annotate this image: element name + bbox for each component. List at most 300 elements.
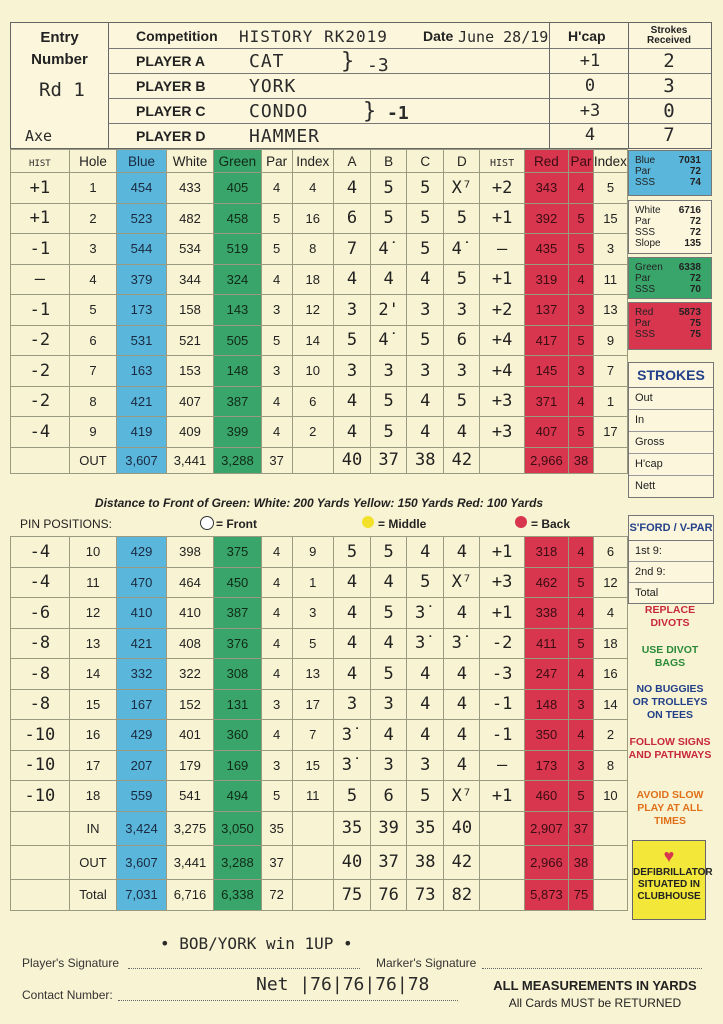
hole-row (11, 781, 628, 812)
total-row (11, 845, 628, 879)
result-note: • BOB/YORK win 1UP • (160, 934, 353, 953)
red-index: 5 (593, 173, 627, 204)
tee-summary-box (628, 200, 712, 254)
tee-stat-value: 135 (684, 238, 701, 249)
green-yards: 387 (214, 386, 261, 417)
par: 4 (261, 386, 292, 417)
score-b: 4 (371, 720, 407, 751)
hole-row (11, 659, 628, 690)
score-c: 3 (407, 356, 444, 387)
total-a: 40 (333, 447, 370, 473)
red-par: 4 (569, 598, 594, 629)
white-total: 3,275 (166, 811, 213, 845)
total-a: 75 (333, 879, 370, 910)
red-yards: 371 (524, 386, 568, 417)
red-yards: 338 (524, 598, 568, 629)
red-index: 9 (593, 325, 627, 356)
strokes-hcap: H'cap (629, 454, 713, 476)
blank-cell (593, 447, 627, 473)
tee-stat-label: Par (635, 216, 651, 227)
pin-back-label: = Back (531, 517, 571, 531)
sford-first-nine: 1st 9: (629, 541, 713, 562)
date-value: June 28/19 (458, 28, 549, 46)
score-a: 7 (333, 234, 370, 265)
red-yards: 137 (524, 295, 568, 326)
tee-summary-box (628, 257, 712, 299)
score-c: 5 (407, 203, 444, 234)
blue-yards: 410 (117, 598, 167, 629)
hist-adjustment: +1 (480, 537, 524, 568)
score-c: 3 (407, 750, 444, 781)
score-a: 4 (333, 417, 370, 448)
stroke-index: 13 (292, 659, 333, 690)
score-b: 3 (371, 750, 407, 781)
contact-number-label: Contact Number: (22, 988, 113, 1002)
pin-middle-dot (362, 516, 374, 528)
net-note: Net |76|76|76|78 (256, 974, 430, 995)
tee-stat-label: SSS (635, 177, 656, 188)
white-yards: 433 (166, 173, 213, 204)
hole-row (11, 750, 628, 781)
hist-adjustment: +3 (480, 386, 524, 417)
note-slow-play: AVOID SLOW PLAY AT ALL TIMES (636, 789, 704, 827)
white-yards: 153 (166, 356, 213, 387)
blank-cell (11, 447, 70, 473)
player-b-strokes: 3 (663, 75, 675, 97)
hist-adjustment: +4 (480, 325, 524, 356)
score-b: 5 (371, 173, 407, 204)
strokes-in: In (629, 410, 713, 432)
white-yards: 398 (166, 537, 213, 568)
blue-yards: 470 (117, 567, 167, 598)
green-yards: 387 (214, 598, 261, 629)
cumulative-score: -2 (11, 356, 70, 387)
tee-stat-value: 72 (689, 166, 701, 177)
hist-adjustment: +2 (480, 295, 524, 326)
par: 4 (261, 659, 292, 690)
player-c-label: PLAYER C (136, 103, 206, 119)
strokes-title: STROKES (629, 363, 713, 388)
heart-icon: ♥ (663, 846, 675, 866)
green-total: 6,338 (214, 879, 261, 910)
red-index: 7 (593, 356, 627, 387)
score-c: 4 (407, 417, 444, 448)
score-a: 4 (333, 264, 370, 295)
white-yards: 322 (166, 659, 213, 690)
sford-title: S'FORD / V-PAR (629, 516, 713, 541)
red-yards: 350 (524, 720, 568, 751)
green-yards: 376 (214, 628, 261, 659)
stableford-panel (628, 515, 714, 604)
red-par: 4 (569, 386, 594, 417)
score-c: 5 (407, 325, 444, 356)
score-c: 5 (407, 781, 444, 812)
red-yards: 343 (524, 173, 568, 204)
blue-total: 3,607 (117, 845, 167, 879)
red-par: 4 (569, 720, 594, 751)
red-index: 14 (593, 689, 627, 720)
front-nine-table (10, 149, 628, 474)
score-a: 4 (333, 659, 370, 690)
tee-summary-row (629, 284, 711, 295)
strokes-out: Out (629, 388, 713, 410)
cumulative-score: -8 (11, 628, 70, 659)
score-d: 5 (444, 264, 480, 295)
red-par: 4 (569, 173, 594, 204)
tee-stat-label: White (635, 205, 661, 216)
col-red: Red (524, 150, 568, 173)
player-d-hcap: 4 (584, 125, 596, 145)
white-yards: 179 (166, 750, 213, 781)
score-a: 6 (333, 203, 370, 234)
total-label: Total (69, 879, 116, 910)
red-index: 11 (593, 264, 627, 295)
score-a: 5 (333, 325, 370, 356)
red-yards: 145 (524, 356, 568, 387)
par: 4 (261, 628, 292, 659)
player-signature-label: Player's Signature (22, 956, 120, 970)
red-par: 4 (569, 659, 594, 690)
col-blue: Blue (117, 150, 167, 173)
green-yards: 375 (214, 537, 261, 568)
white-yards: 521 (166, 325, 213, 356)
strokes-panel (628, 362, 714, 498)
col-c: C (407, 150, 444, 173)
score-b: 4 (371, 628, 407, 659)
score-b: 2' (371, 295, 407, 326)
blue-total: 7,031 (117, 879, 167, 910)
red-index: 4 (593, 598, 627, 629)
cumulative-score: +1 (11, 203, 70, 234)
hole-number: 5 (69, 295, 116, 326)
tee-stat-label: Green (635, 262, 663, 273)
score-d: 4˙ (444, 234, 480, 265)
hole-number: 13 (69, 628, 116, 659)
col-white: White (166, 150, 213, 173)
par: 4 (261, 720, 292, 751)
strokes-received-label: Strokes Received (647, 25, 691, 46)
hist-adjustment: +4 (480, 356, 524, 387)
hole-row (11, 417, 628, 448)
total-b: 76 (371, 879, 407, 910)
score-c: 3˙ (407, 598, 444, 629)
white-yards: 344 (166, 264, 213, 295)
hist-adjustment: +3 (480, 567, 524, 598)
hole-number: 9 (69, 417, 116, 448)
blue-yards: 429 (117, 720, 167, 751)
back-nine-body (11, 537, 628, 911)
score-a: 3 (333, 356, 370, 387)
blank-cell (292, 879, 333, 910)
tee-stat-value: 70 (689, 284, 701, 295)
score-d: 4 (444, 659, 480, 690)
score-d: 4 (444, 720, 480, 751)
red-yards: 435 (524, 234, 568, 265)
red-yards: 173 (524, 750, 568, 781)
note-replace-divots: REPLACE DIVOTS (644, 604, 696, 629)
hole-number: 15 (69, 689, 116, 720)
score-d: X⁷ (444, 567, 480, 598)
score-c: 4 (407, 659, 444, 690)
hole-row (11, 325, 628, 356)
defib-text: DEFIBRILLATOR SITUATED IN CLUBHOUSE (633, 867, 713, 902)
hole-number: 17 (69, 750, 116, 781)
stroke-index: 11 (292, 781, 333, 812)
tee-stat-value: 72 (689, 216, 701, 227)
tee-stat-value: 75 (689, 318, 701, 329)
red-yards: 407 (524, 417, 568, 448)
total-label: OUT (69, 447, 116, 473)
green-yards: 458 (214, 203, 261, 234)
sford-second-nine: 2nd 9: (629, 562, 713, 583)
col-par: Par (261, 150, 292, 173)
competition-value: HISTORY RK2019 (239, 27, 388, 46)
par: 3 (261, 356, 292, 387)
green-total: 3,288 (214, 845, 261, 879)
player-a-label: PLAYER A (136, 53, 205, 69)
cumulative-score: -1 (11, 234, 70, 265)
tee-stat-label: SSS (635, 329, 656, 340)
score-c: 4 (407, 386, 444, 417)
green-yards: 308 (214, 659, 261, 690)
score-b: 5 (371, 203, 407, 234)
hole-row (11, 295, 628, 326)
stroke-index: 5 (292, 628, 333, 659)
green-yards: 169 (214, 750, 261, 781)
red-total: 2,966 (524, 845, 568, 879)
score-a: 3 (333, 295, 370, 326)
red-par-total: 75 (569, 879, 594, 910)
score-c: 3˙ (407, 628, 444, 659)
blue-yards: 523 (117, 203, 167, 234)
score-a: 3˙ (333, 720, 370, 751)
tee-summary-box (628, 302, 712, 350)
score-c: 4 (407, 689, 444, 720)
pin-back-dot (515, 516, 527, 528)
tee-stat-value: 74 (689, 177, 701, 188)
total-c: 73 (407, 879, 444, 910)
score-b: 4 (371, 264, 407, 295)
hist-adjustment: +2 (480, 173, 524, 204)
blank-cell (11, 811, 70, 845)
green-yards: 519 (214, 234, 261, 265)
hole-row (11, 356, 628, 387)
tee-stat-value: 5873 (678, 307, 701, 318)
red-yards: 417 (524, 325, 568, 356)
team-a-note: -3 (367, 55, 389, 76)
tee-summary-row (629, 166, 711, 177)
tee-stat-value: 6716 (678, 205, 701, 216)
red-par: 4 (569, 264, 594, 295)
red-yards: 462 (524, 567, 568, 598)
distance-note: Distance to Front of Green: White: 200 Yards Yellow: 150 Yards Red: 100 Yards (94, 496, 544, 510)
blue-yards: 421 (117, 386, 167, 417)
hist-adjustment: +1 (480, 781, 524, 812)
hist-adjustment: — (480, 234, 524, 265)
stroke-index: 2 (292, 417, 333, 448)
axe-note: Axe (25, 127, 53, 145)
par: 4 (261, 567, 292, 598)
stroke-index: 8 (292, 234, 333, 265)
hole-number: 7 (69, 356, 116, 387)
white-yards: 464 (166, 567, 213, 598)
score-d: 6 (444, 325, 480, 356)
red-yards: 148 (524, 689, 568, 720)
green-yards: 131 (214, 689, 261, 720)
tee-summary-row (629, 318, 711, 329)
score-a: 3˙ (333, 750, 370, 781)
stroke-index: 7 (292, 720, 333, 751)
total-d: 82 (444, 879, 480, 910)
blank-cell (11, 845, 70, 879)
blue-yards: 379 (117, 264, 167, 295)
cumulative-score: -2 (11, 325, 70, 356)
hole-row (11, 628, 628, 659)
col-red-par: Par (569, 150, 594, 173)
red-yards: 460 (524, 781, 568, 812)
score-a: 4 (333, 628, 370, 659)
red-yards: 247 (524, 659, 568, 690)
cumulative-score: -2 (11, 386, 70, 417)
tee-stat-label: Par (635, 273, 651, 284)
par: 4 (261, 264, 292, 295)
player-d-name: HAMMER (249, 126, 321, 147)
red-index: 6 (593, 537, 627, 568)
competition-label: Competition (136, 28, 218, 44)
cumulative-score: -1 (11, 295, 70, 326)
score-b: 3 (371, 689, 407, 720)
total-row (11, 879, 628, 910)
hole-row (11, 689, 628, 720)
tee-summary-row (629, 155, 711, 166)
hist-adjustment: -3 (480, 659, 524, 690)
player-c-strokes: 0 (663, 100, 675, 122)
score-b: 5 (371, 386, 407, 417)
cumulative-score: -8 (11, 689, 70, 720)
tee-summary-row (629, 216, 711, 227)
blue-yards: 421 (117, 628, 167, 659)
team-brace-a: } (341, 49, 355, 74)
score-b: 3 (371, 356, 407, 387)
blank-cell (292, 447, 333, 473)
hist-adjustment: — (480, 750, 524, 781)
score-b: 5 (371, 417, 407, 448)
red-par-total: 38 (569, 845, 594, 879)
score-c: 4 (407, 264, 444, 295)
total-d: 42 (444, 845, 480, 879)
red-index: 18 (593, 628, 627, 659)
blank-cell (480, 447, 524, 473)
hole-row (11, 203, 628, 234)
tee-stat-value: 7031 (678, 155, 701, 166)
hole-number: 1 (69, 173, 116, 204)
red-par: 5 (569, 203, 594, 234)
red-index: 16 (593, 659, 627, 690)
pin-label: PIN POSITIONS: (20, 517, 113, 531)
red-par: 4 (569, 537, 594, 568)
red-index: 13 (593, 295, 627, 326)
cumulative-score: — (11, 264, 70, 295)
score-d: 4 (444, 598, 480, 629)
score-d: 3˙ (444, 628, 480, 659)
par: 3 (261, 295, 292, 326)
score-a: 4 (333, 598, 370, 629)
hole-row (11, 264, 628, 295)
stroke-index: 17 (292, 689, 333, 720)
hist-adjustment: +3 (480, 417, 524, 448)
number-label: Number (31, 51, 88, 68)
white-yards: 408 (166, 628, 213, 659)
back-nine-table (10, 536, 628, 911)
par: 5 (261, 781, 292, 812)
blue-total: 3,424 (117, 811, 167, 845)
player-a-strokes: 2 (663, 50, 675, 72)
red-index: 2 (593, 720, 627, 751)
par: 3 (261, 750, 292, 781)
pin-front-dot (200, 516, 214, 530)
red-index: 3 (593, 234, 627, 265)
blank-cell (292, 845, 333, 879)
white-yards: 410 (166, 598, 213, 629)
cumulative-score: -4 (11, 417, 70, 448)
cumulative-score: -10 (11, 750, 70, 781)
hole-number: 6 (69, 325, 116, 356)
red-par: 3 (569, 356, 594, 387)
measurements-note: ALL MEASUREMENTS IN YARDS (493, 978, 697, 993)
cumulative-score: -10 (11, 720, 70, 751)
stroke-index: 3 (292, 598, 333, 629)
total-b: 37 (371, 447, 407, 473)
blue-yards: 531 (117, 325, 167, 356)
player-b-hcap: 0 (584, 76, 596, 96)
hole-row (11, 598, 628, 629)
stroke-index: 1 (292, 567, 333, 598)
stroke-index: 14 (292, 325, 333, 356)
green-yards: 405 (214, 173, 261, 204)
white-total: 6,716 (166, 879, 213, 910)
blue-yards: 173 (117, 295, 167, 326)
score-b: 5 (371, 659, 407, 690)
player-c-hcap: +3 (579, 101, 601, 121)
tee-summary-row (629, 329, 711, 340)
par: 4 (261, 537, 292, 568)
score-d: 3 (444, 295, 480, 326)
hist-adjustment: -2 (480, 628, 524, 659)
total-label: OUT (69, 845, 116, 879)
score-a: 4 (333, 567, 370, 598)
red-par: 3 (569, 295, 594, 326)
green-yards: 505 (214, 325, 261, 356)
score-a: 4 (333, 386, 370, 417)
score-d: 4 (444, 689, 480, 720)
hole-row (11, 386, 628, 417)
score-b: 4˙ (371, 234, 407, 265)
stroke-index: 16 (292, 203, 333, 234)
hole-number: 4 (69, 264, 116, 295)
white-yards: 409 (166, 417, 213, 448)
score-a: 5 (333, 537, 370, 568)
stroke-index: 9 (292, 537, 333, 568)
player-d-label: PLAYER D (136, 128, 206, 144)
col-index: Index (292, 150, 333, 173)
blue-yards: 332 (117, 659, 167, 690)
total-c: 38 (407, 845, 444, 879)
sford-total: Total (635, 587, 659, 599)
score-d: 3 (444, 356, 480, 387)
col-red-index: Index (593, 150, 627, 173)
stroke-index: 10 (292, 356, 333, 387)
score-c: 5 (407, 173, 444, 204)
